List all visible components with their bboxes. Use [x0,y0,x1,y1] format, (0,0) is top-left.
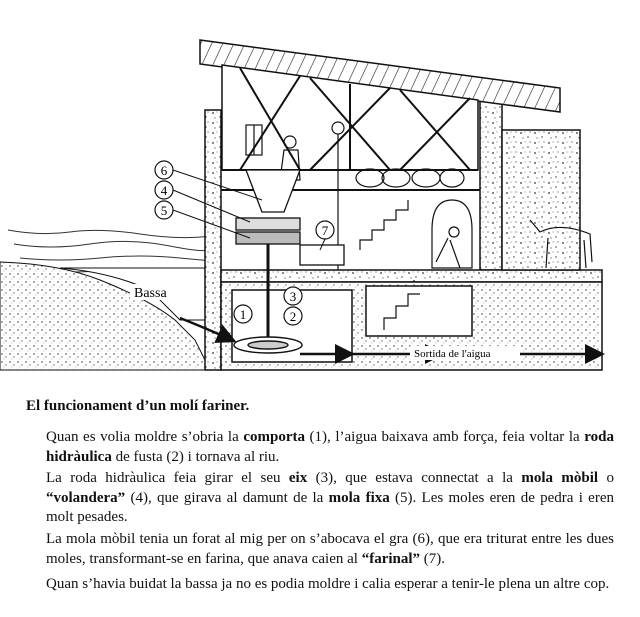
paragraph-2 [46,469,614,528]
callout-1 [234,305,252,323]
paragraph-3 [46,530,614,569]
text-run: (3), que estava connectat a la [307,470,522,486]
bold-term: eix [288,470,308,486]
svg-text:7: 7 [321,223,329,238]
svg-text:2: 2 [289,309,297,324]
label-bassa: Bassa [134,286,167,301]
callout-3 [284,287,302,305]
paragraph-1 [46,428,614,467]
bold-term: “farinal” [361,550,421,567]
callout-2 [284,307,302,325]
bold-term: roda hidràulica [46,429,614,465]
text-run: Quan s’havia buidat la bassa ja no es podia moldre i calia esperar a tenir-le plena un altre cop. [46,576,610,592]
text-run: de fusta (2) i tornava al riu. [111,448,280,465]
svg-text:1: 1 [239,307,247,322]
text-run: (4), que girava al damunt de la [125,489,329,506]
svg-text:5: 5 [160,203,168,218]
svg-text:3: 3 [289,289,297,304]
text-run: La mola mòbil tenia un forat al mig per on s’abocava el gra (6), que era triturat entre les dues moles, transformant-se en farina, que anava caien al [46,531,614,567]
paragraph-4 [46,575,614,595]
hopper-millstones [236,170,344,265]
text-run: (5). Les moles eren de pedra i eren molt pesades. [46,489,614,525]
text-run: (1), l’aigua baixava amb força, feia voltar la [304,429,585,445]
text-run: o [598,470,615,486]
bold-term: mola fixa [328,489,390,506]
bold-term: “volandera” [46,489,126,506]
text-run: La roda hidràulica feia girar el seu [46,470,289,486]
svg-text:6: 6 [160,163,168,178]
bold-term: comporta [243,429,305,445]
text-run: Quan es volia moldre s’obria la [46,429,244,445]
text-run: (7). [420,550,446,567]
label-sortida: Sortida de l'aigua [414,348,491,360]
bold-term: mola mòbil [521,470,599,486]
document-title: El funcionament d’un molí fariner. [26,398,250,414]
svg-text:4: 4 [160,183,168,198]
